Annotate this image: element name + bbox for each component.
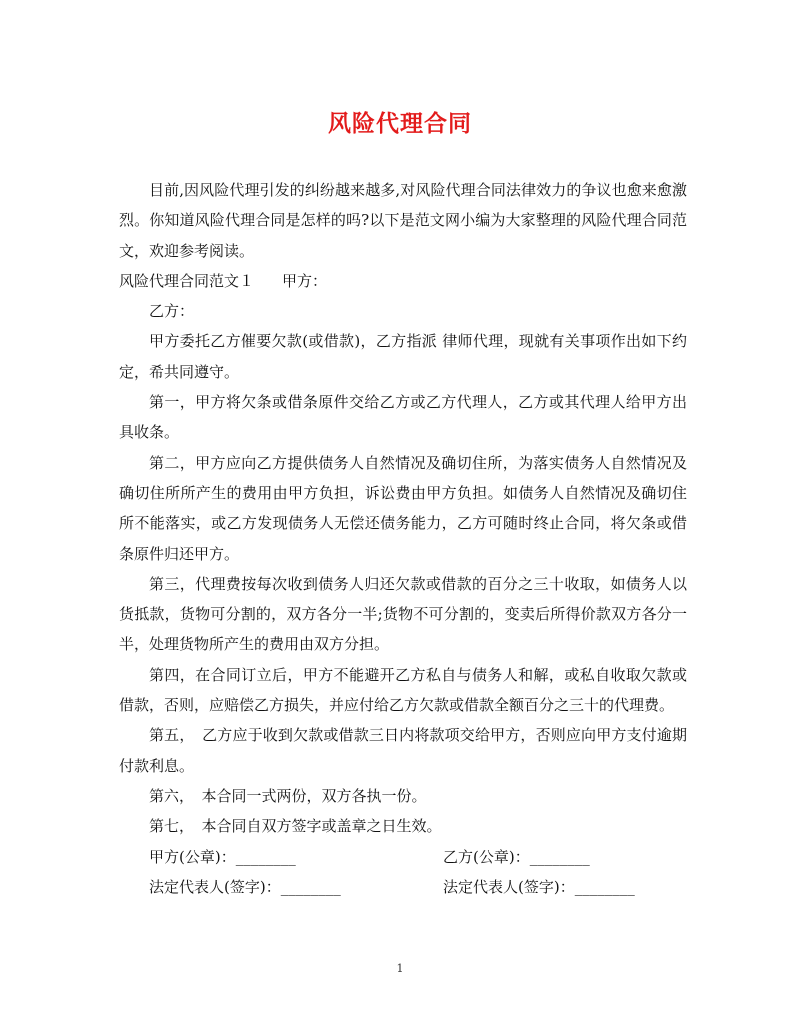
- clause-2: 第二，甲方应向乙方提供债务人自然情况及确切住所，为落实债务人自然情况及确切住所所产生的费用由甲方负担，诉讼费由甲方负担。如债务人自然情况及确切住所不能落实，或乙方发现债务人无偿还债务能力，乙方可随时终止合同，将欠条或借条原件归还甲方。: [119, 453, 687, 563]
- clause-6: 第六， 本合同一式两份，双方各执一份。: [149, 786, 427, 805]
- page-title: 风险代理合同: [328, 110, 472, 137]
- party-a-representative: 法定代表人(签字)：________: [149, 877, 341, 896]
- clause-1: 第一，甲方将欠条或借条原件交给乙方或乙方代理人，乙方或其代理人给甲方出具收条。: [119, 393, 687, 442]
- document-body: [119, 175, 687, 902]
- party-b-label: 乙方：: [149, 302, 195, 321]
- clause-4: 第四，在合同订立后，甲方不能避开乙方私自与债务人和解，或私自收取欠款或借款，否则，应赔偿乙方损失，并应付给乙方欠款或借款全额百分之三十的代理费。: [119, 665, 687, 715]
- sample-heading: 风险代理合同范文１: [119, 271, 255, 290]
- sample-heading-line: [119, 266, 687, 296]
- intro-paragraph: 目前,因风险代理引发的纠纷越来越多,对风险代理合同法律效力的争议也愈来愈激烈。你知道风险代理合同是怎样的吗?以下是范文网小编为大家整理的风险代理合同范文，欢迎参考阅读。: [119, 181, 687, 260]
- preamble-paragraph: 甲方委托乙方催要欠款(或借款)，乙方指派 律师代理，现就有关事项作出如下约定，希共同遵守。: [119, 332, 687, 381]
- page-number: 1: [396, 962, 404, 975]
- party-a-label: 甲方：: [282, 271, 328, 290]
- party-a-seal: 甲方(公章)：________: [149, 847, 296, 866]
- clause-7: 第七， 本合同自双方签字或盖章之日生效。: [149, 817, 442, 836]
- clause-3: 第三，代理费按每次收到债务人归还欠款或借款的百分之三十收取，如债务人以货抵款，货物可分割的，双方各分一半;货物不可分割的，变卖后所得价款双方各分一半，处理货物所产生的费用由双方分担。: [119, 574, 687, 654]
- clause-5: 第五， 乙方应于收到欠款或借款三日内将款项交给甲方，否则应向甲方支付逾期付款利息。: [119, 726, 687, 775]
- party-b-representative: 法定代表人(签字)：________: [443, 877, 635, 896]
- representative-row: [119, 872, 687, 902]
- seal-row: [119, 842, 687, 872]
- party-b-seal: 乙方(公章)：________: [443, 847, 590, 866]
